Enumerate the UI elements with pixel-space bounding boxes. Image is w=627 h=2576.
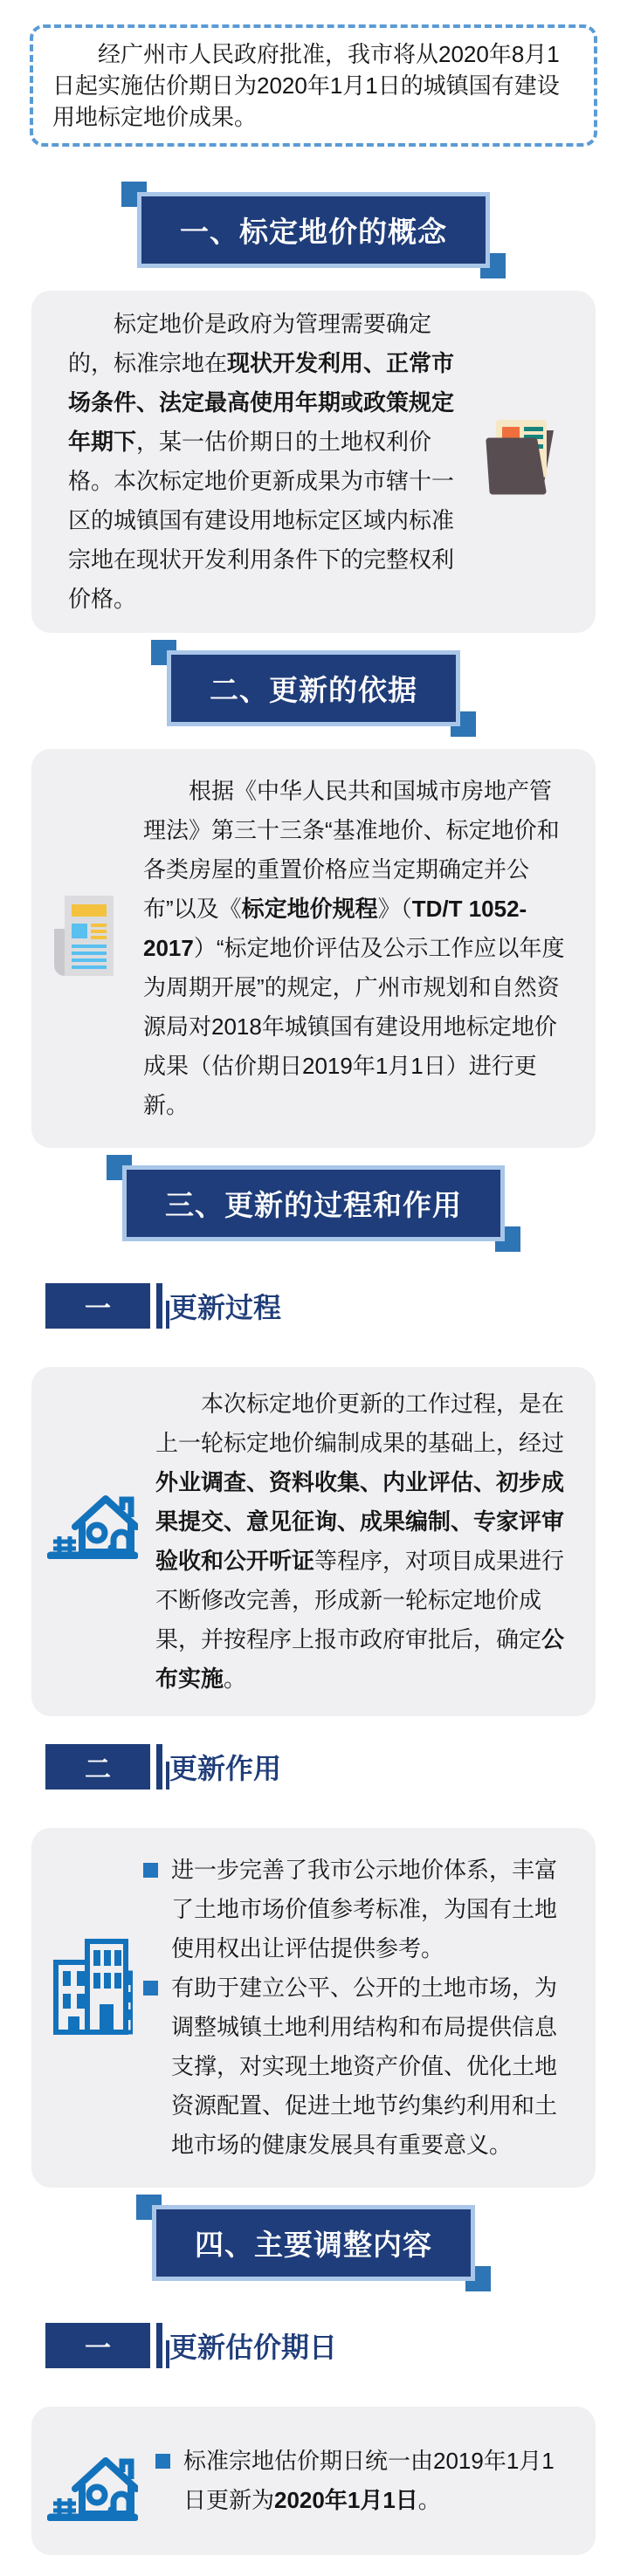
update-process-body	[155, 1384, 571, 1699]
subsection-valuation-date	[45, 2323, 627, 2368]
valuation-date-panel	[31, 2407, 596, 2555]
update-role-list	[143, 1851, 569, 2165]
subsection-update-process	[45, 1283, 627, 1329]
intro-notice: 经广州市人民政府批准，我市将从2020年8月1日起实施估价期日为2020年1月1日的城镇国有建设用地标定地价成果。	[30, 24, 597, 147]
update-role-panel	[31, 1828, 596, 2188]
section-1-header	[0, 192, 627, 268]
list-item	[143, 1851, 569, 1968]
text-segment: 》（	[377, 896, 412, 922]
list-item	[143, 1968, 569, 2165]
text-segment: 标定地价规程	[241, 896, 378, 922]
text-segment: 进一步完善了我市公示地价体系，丰富了土地市场价值参考标准，为国有土地使用权出让评估提供参考。	[171, 1857, 558, 1961]
section-1-title: 一、标定地价的概念	[137, 192, 490, 268]
text-segment: 现状开发利用、正常市场条件、法定最高使用年期或政策规定年期下	[68, 350, 455, 455]
text-segment: 等程序，对项目成果进行不断修改完善，形成新一轮标定地价成果，并按程序上报市政府审批后，确定	[155, 1548, 565, 1652]
subsection-number-badge: 一	[45, 1283, 150, 1329]
house-icon	[47, 1479, 138, 1563]
text-segment: 有助于建立公平、公开的土地市场，为调整城镇土地利用结构和布局提供信息支撑，对实现土地资产价值、优化土地资源配置、促进土地节约集约利用和土地市场的健康发展具有重要意义。	[171, 1975, 558, 2158]
subsection-title: 更新过程	[169, 1292, 282, 1323]
section-1-panel	[31, 291, 596, 633]
text-segment: 标准宗地估价期日统一由2019年1月1日更新为	[183, 2448, 555, 2513]
text-segment: 。	[224, 1666, 247, 1692]
valuation-date-list	[155, 2442, 569, 2520]
subsection-title: 更新估价期日	[169, 2332, 338, 2363]
section-1-body	[68, 305, 466, 619]
section-2-panel	[31, 749, 596, 1148]
divider-bar-thick	[156, 2323, 162, 2368]
buildings-icon	[51, 1938, 133, 2040]
folder-documents-icon	[479, 418, 566, 499]
text-segment: ，某一估价期日的土地权利价格。本次标定地价更新成果为市辖十一区的城镇国有建设用地标定区域内标准宗地在现状开发利用条件下的完整权利价格。	[68, 429, 455, 612]
list-item	[155, 2442, 569, 2520]
text-segment: 2020年1月1日	[274, 2487, 418, 2513]
section-3-title: 三、更新的过程和作用	[122, 1165, 505, 1241]
newspaper-icon	[45, 896, 115, 983]
text-segment: 根据《中华人民共和国城市房地产管理法》第三十三条“基准地价、标定地价和各类房屋的重置价格应当定期确定并公布”以及《	[143, 778, 560, 922]
update-process-panel	[31, 1367, 596, 1716]
text-segment: TD/T 1052-2017	[143, 896, 527, 961]
text-segment: 本次标定地价更新的工作过程，是在上一轮标定地价编制成果的基础上，经过	[155, 1391, 565, 1456]
section-3-header	[0, 1165, 627, 1241]
house-icon	[47, 2441, 138, 2525]
text-segment: 。	[417, 2487, 441, 2513]
divider-bar-thick	[156, 1744, 162, 1789]
subsection-update-role	[45, 1744, 627, 1789]
text-segment: 标定地价是政府为管理需要确定的，标准宗地在	[68, 311, 432, 376]
text-segment: 公布实施	[155, 1626, 565, 1692]
section-4-header	[0, 2205, 627, 2281]
section-2-title: 二、更新的依据	[167, 650, 460, 726]
section-2-body	[143, 772, 573, 1125]
text-segment: ）“标定地价评估及公示工作应以年度为周期开展”的规定，广州市规划和自然资源局对2018年城镇国有建设用地标定地价成果（估价期日2019年1月1日）进行更新。	[143, 935, 565, 1118]
divider-bar-thick	[156, 1283, 162, 1329]
section-4-title: 四、主要调整内容	[152, 2205, 475, 2281]
subsection-title: 更新作用	[169, 1753, 282, 1784]
text-segment: 外业调查、资料收集、内业评估、初步成果提交、意见征询、成果编制、专家评审验收和公开听证	[155, 1469, 565, 1574]
subsection-number-badge: 一	[45, 2323, 150, 2368]
section-2-header	[0, 650, 627, 726]
subsection-number-badge: 二	[45, 1744, 150, 1789]
